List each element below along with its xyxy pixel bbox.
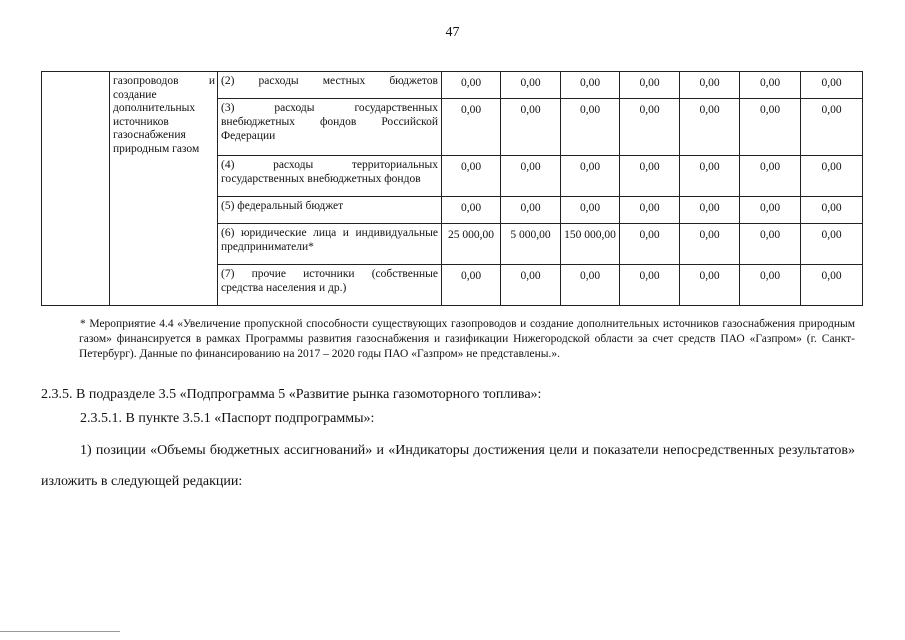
source-cell: (6) юридические лица и индивидуальные предприниматели* [218, 224, 442, 265]
value-cell: 0,00 [442, 99, 501, 156]
value-cell: 0,00 [442, 72, 501, 99]
value-cell: 0,00 [801, 224, 863, 265]
source-cell: (3) расходы государственных внебюджетных фондов Российской Федерации [218, 99, 442, 156]
value-cell: 0,00 [620, 265, 680, 306]
value-cell: 0,00 [680, 224, 740, 265]
value-cell: 0,00 [442, 197, 501, 224]
paragraph-item-1: 1) позиции «Объемы бюджетных ассигнований» и «Индикаторы достижения цели и показатели непосредственных результатов» изложить в следующей редакции: [41, 443, 855, 489]
value-cell: 150 000,00 [561, 224, 620, 265]
value-cell: 0,00 [740, 224, 801, 265]
source-cell: (4) расходы территориальных государственных внебюджетных фондов [218, 156, 442, 197]
value-cell: 5 000,00 [501, 224, 561, 265]
value-cell: 0,00 [740, 265, 801, 306]
page-number: 47 [445, 25, 460, 40]
value-cell: 0,00 [740, 197, 801, 224]
value-cell: 0,00 [620, 156, 680, 197]
paragraph-section-2-3-5: 2.3.5. В подразделе 3.5 «Подпрограмма 5 «Развитие рынка газомоторного топлива»: [41, 387, 542, 402]
number-cell [42, 72, 110, 306]
value-cell: 0,00 [620, 99, 680, 156]
value-cell: 0,00 [680, 99, 740, 156]
value-cell: 0,00 [561, 265, 620, 306]
value-cell: 0,00 [740, 99, 801, 156]
value-cell: 0,00 [501, 72, 561, 99]
value-cell: 0,00 [680, 72, 740, 99]
value-cell: 0,00 [442, 265, 501, 306]
value-cell: 0,00 [442, 156, 501, 197]
value-cell: 0,00 [801, 156, 863, 197]
value-cell: 0,00 [501, 197, 561, 224]
value-cell: 0,00 [620, 72, 680, 99]
table-row [42, 72, 863, 99]
paragraph-section-2-3-5-1: 2.3.5.1. В пункте 3.5.1 «Паспорт подпрограммы»: [80, 411, 375, 426]
value-cell: 0,00 [620, 197, 680, 224]
value-cell: 0,00 [501, 156, 561, 197]
value-cell: 0,00 [740, 72, 801, 99]
value-cell: 0,00 [561, 156, 620, 197]
financing-table [41, 71, 863, 306]
value-cell: 0,00 [561, 99, 620, 156]
value-cell: 0,00 [801, 99, 863, 156]
event-name-cell: газопроводов и создание дополнительных источников газоснабжения природным газом [110, 72, 218, 306]
value-cell: 0,00 [680, 197, 740, 224]
value-cell: 0,00 [680, 265, 740, 306]
value-cell: 0,00 [801, 265, 863, 306]
value-cell: 0,00 [801, 197, 863, 224]
value-cell: 0,00 [680, 156, 740, 197]
value-cell: 0,00 [561, 72, 620, 99]
value-cell: 0,00 [501, 265, 561, 306]
source-cell: (2) расходы местных бюджетов [218, 72, 442, 99]
value-cell: 0,00 [620, 224, 680, 265]
value-cell: 25 000,00 [442, 224, 501, 265]
source-cell: (5) федеральный бюджет [218, 197, 442, 224]
footnote: * Мероприятие 4.4 «Увеличение пропускной способности существующих газопроводов и создание дополнительных источников газоснабжения природным газом» финансируется в рамках Программы развития газоснабжения и газификации Нижегородской области за счет средств ПАО «Газпром» (г. Санкт-Петербург). Данные по финансированию на 2017 – 2020 годы ПАО «Газпром» не представлены.». [79, 318, 855, 360]
value-cell: 0,00 [801, 72, 863, 99]
value-cell: 0,00 [501, 99, 561, 156]
value-cell: 0,00 [561, 197, 620, 224]
bottom-divider [0, 631, 120, 632]
source-cell: (7) прочие источники (собственные средства населения и др.) [218, 265, 442, 306]
value-cell: 0,00 [740, 156, 801, 197]
